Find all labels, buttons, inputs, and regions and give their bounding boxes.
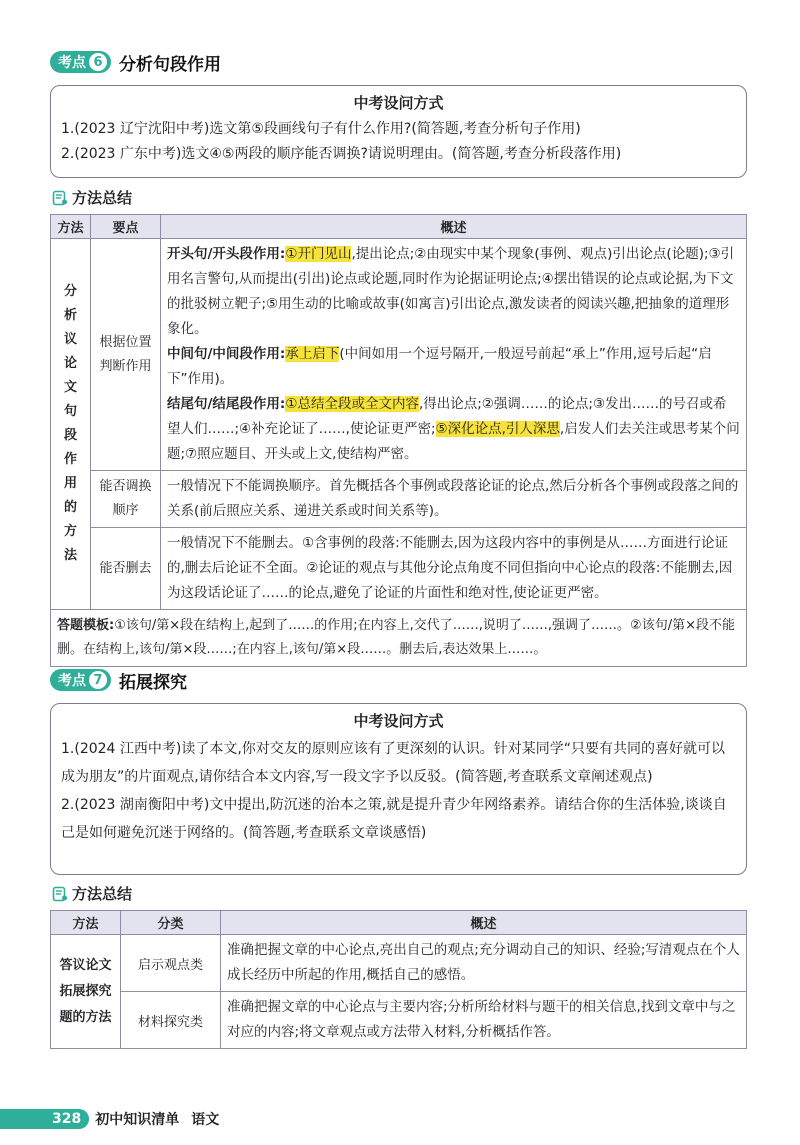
point-cell: 根据位置判断作用 (91, 239, 161, 471)
kaodian-badge: 考点 6 (50, 51, 111, 73)
opening-role: 开头句/开头段作用:①开门见山,提出论点;②由现实中某个现象(事例、观点)引出论点(论题);③引用名言警句,从而提出(引出)论点或论题,同时作为论据证明论点;④摆出错误的论点或论据,为下文的批驳树立靶子;⑤用生动的比喻或故事(如寓言)引出论点,激发读者的阅读兴趣,把抽象的道理形象化。 (167, 246, 735, 337)
note-icon (52, 886, 68, 902)
table-row (51, 935, 747, 992)
col-header-desc: 概述 (161, 215, 747, 239)
desc-cell: 准确把握文章的中心论点与主要内容;分析所给材料与题干的相关信息,找到文章中与之对应的内容;将文章观点或方法带入材料,分析概括作答。 (221, 992, 747, 1049)
point-cell: 能否调换顺序 (91, 471, 161, 528)
table-row (51, 528, 747, 610)
page-footer (0, 1107, 219, 1131)
question-1: 1.(2023 辽宁沈阳中考)选文第⑤段画线句子有什么作用?(简答题,考查分析句子作用) (61, 121, 581, 137)
method-name-cell: 答议论文拓展探究题的方法 (51, 935, 121, 1049)
question-1: 1.(2024 江西中考)读了本文,你对交友的原则应该有了更深刻的认识。针对某同学“只要有共同的喜好就可以成为朋友”的片面观点,请你结合本文内容,写一段文字予以反驳。(简答题,考查联系文章阐述观点) (61, 741, 726, 785)
table-row (51, 471, 747, 528)
question-2: 2.(2023 湖南衡阳中考)文中提出,防沉迷的治本之策,就是提升青少年网络素养。请结合你的生活体验,谈谈自己是如何避免沉迷于网络的。(简答题,考查联系文章谈感悟) (61, 797, 727, 841)
question-box-7 (50, 703, 747, 875)
col-header-category: 分类 (121, 911, 221, 935)
kaodian-number: 6 (89, 53, 107, 71)
table-row (51, 239, 747, 471)
category-cell: 启示观点类 (121, 935, 221, 992)
answer-template: 答题模板:①该句/第×段在结构上,起到了……的作用;在内容上,交代了……,说明了……,强调了……。②该句/第×段不能删。在结构上,该句/第×段……;在内容上,该句/第×段……。删去后,表达效果上……。 (51, 610, 747, 667)
section-6-title: 分析句段作用 (119, 54, 221, 75)
section-6-header (50, 50, 221, 74)
question-box-title: 中考设问方式 (353, 712, 444, 730)
method-summary-heading-6: 方法总结 (52, 187, 132, 208)
method-summary-heading-7: 方法总结 (52, 883, 132, 904)
category-cell: 材料探究类 (121, 992, 221, 1049)
desc-cell: 一般情况下不能删去。①含事例的段落:不能删去,因为这段内容中的事例是从……方面进行论证的,删去后论证不全面。②论证的观点与其他分论点角度不同但指向中心论点的段落:不能删去,因为这段话论证了……的论点,避免了论证的片面性和绝对性,使论证更严密。 (161, 528, 747, 610)
page-number: 328 (0, 1109, 89, 1129)
middle-role: 中间句/中间段作用:承上启下(中间如用一个逗号隔开,一般逗号前起“承上”作用,逗号后起“启下”作用)。 (167, 346, 712, 387)
section-7-title: 拓展探究 (119, 672, 187, 693)
method-table-6 (50, 214, 747, 667)
question-box-6 (50, 85, 747, 178)
template-row (51, 610, 747, 667)
col-header-desc: 概述 (221, 911, 747, 935)
table-row (51, 992, 747, 1049)
col-header-method: 方法 (51, 911, 121, 935)
question-box-title: 中考设问方式 (353, 94, 444, 112)
col-header-method: 方法 (51, 215, 91, 239)
kaodian-badge: 考点 7 (50, 669, 111, 691)
note-icon (52, 190, 68, 206)
table-header-row (51, 215, 747, 239)
method-table-7 (50, 910, 747, 1049)
question-2: 2.(2023 广东中考)选文④⑤两段的顺序能否调换?请说明理由。(简答题,考查分析段落作用) (61, 146, 622, 162)
desc-cell: 准确把握文章的中心论点,亮出自己的观点;充分调动自己的知识、经验;写清观点在个人成长经历中所起的作用,概括自己的感悟。 (221, 935, 747, 992)
subject-title: 语文 (191, 1112, 220, 1128)
ending-role: 结尾句/结尾段作用:①总结全段或全文内容,得出论点;②强调……的论点;③发出……的号召或希望人们……;④补充论证了……,使论证更严密;⑤深化论点,引人深思,启发人们去关注或思考某个问题;⑦照应题目、开头或上文,使结构严密。 (167, 396, 740, 462)
desc-cell: 一般情况下不能调换顺序。首先概括各个事例或段落论证的论点,然后分析各个事例或段落之间的关系(前后照应关系、递进关系或时间关系等)。 (161, 471, 747, 528)
point-cell: 能否删去 (91, 528, 161, 610)
col-header-point: 要点 (91, 215, 161, 239)
kaodian-number: 7 (89, 671, 107, 689)
section-7-header (50, 668, 187, 692)
book-title: 初中知识清单 (95, 1112, 180, 1128)
desc-cell (161, 239, 747, 471)
method-name-cell: 分析议论文句段作用的方法 (51, 239, 91, 610)
table-header-row (51, 911, 747, 935)
